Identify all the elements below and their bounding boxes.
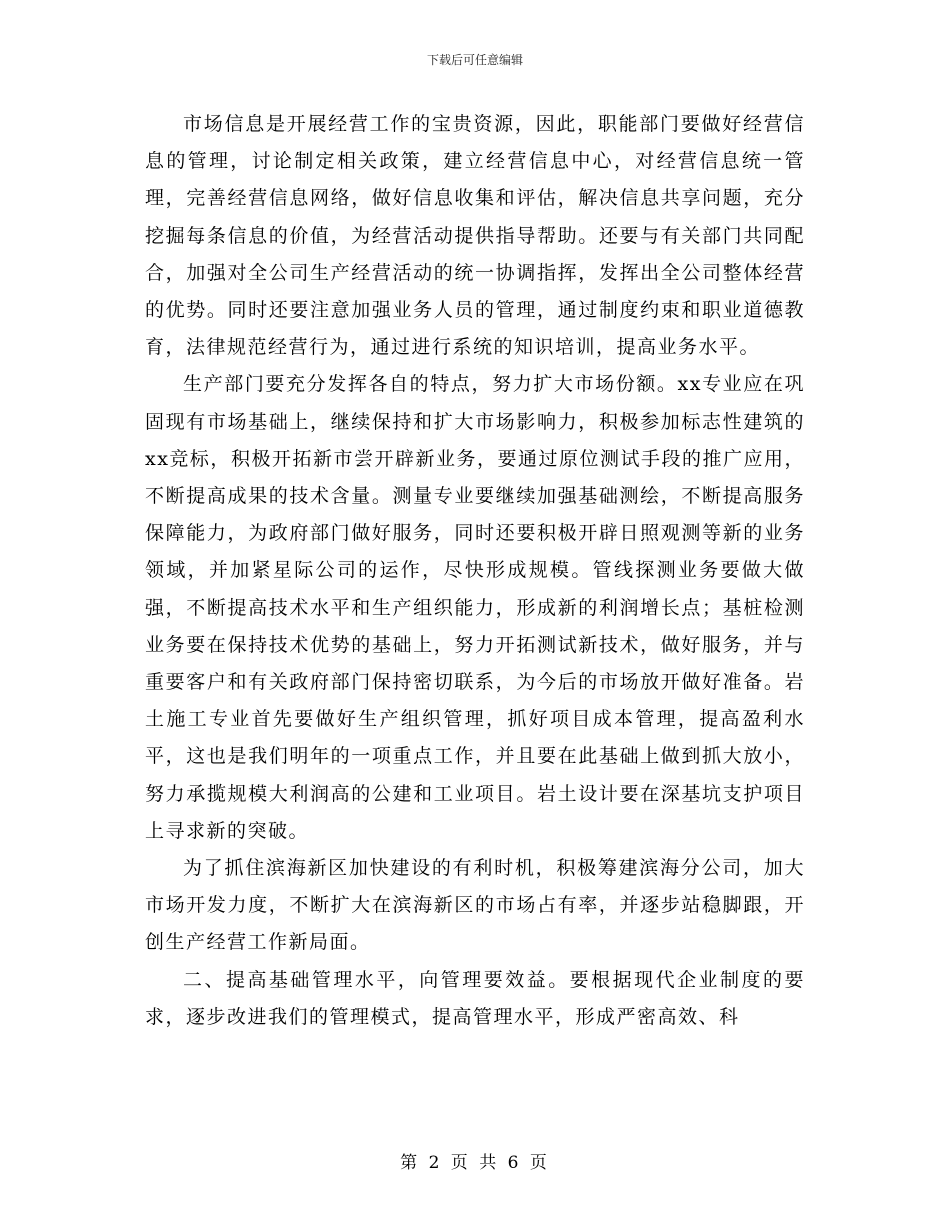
paragraph-market-info: 市场信息是开展经营工作的宝贵资源，因此，职能部门要做好经营信息的管理，讨论制定相关政策，建立经营信息中心，对经营信息统一管理，完善经营信息网络，做好信息收集和评估，解决信息共享问题，充分挖掘每条信息的价值，为经营活动提供指导帮助。还要与有关部门共同配合，加强对全公司生产经营活动的统一协调指挥，发挥出全公司整体经营的优势。同时还要注意加强业务人员的管理，通过制度约束和职业道德教育，法律规范经营行为，通过进行系统的知识培训，提高业务水平。 <box>145 113 805 359</box>
header-note: 下载后可任意编辑 <box>426 53 523 67</box>
document-body <box>145 106 805 1036</box>
page-number-footer: 第 2 页 共 6 页 <box>400 1153 550 1173</box>
paragraph-binhai: 为了抓住滨海新区加快建设的有利时机，积极筹建滨海分公司，加大市场开发力度，不断扩大在滨海新区的市场占有率，并逐步站稳脚跟，开创生产经营工作新局面。 <box>145 857 805 954</box>
paragraph-management: 二、提高基础管理水平，向管理要效益。要根据现代企业制度的要求，逐步改进我们的管理模式，提高管理水平，形成严密高效、科 <box>145 968 805 1028</box>
paragraph-production: 生产部门要充分发挥各自的特点，努力扩大市场份额。xx专业应在巩固现有市场基础上，继续保持和扩大市场影响力，积极参加标志性建筑的xx竞标，积极开拓新市尝开辟新业务，要通过原位测试手段的推广应用，不断提高成果的技术含量。测量专业要继续加强基础测绘，不断提高服务保障能力，为政府部门做好服务，同时还要积极开辟日照观测等新的业务领域，并加紧星际公司的运作，尽快形成规模。管线探测业务要做大做强，不断提高技术水平和生产组织能力，形成新的利润增长点；基桩检测业务要在保持技术优势的基础上，努力开拓测试新技术，做好服务，并与重要客户和有关政府部门保持密切联系，为今后的市场放开做好准备。岩土施工专业首先要做好生产组织管理，抓好项目成本管理，提高盈利水平，这也是我们明年的一项重点工作，并且要在此基础上做到抓大放小，努力承揽规模大利润高的公建和工业项目。岩土设计要在深基坑支护项目上寻求新的突破。 <box>145 373 805 842</box>
